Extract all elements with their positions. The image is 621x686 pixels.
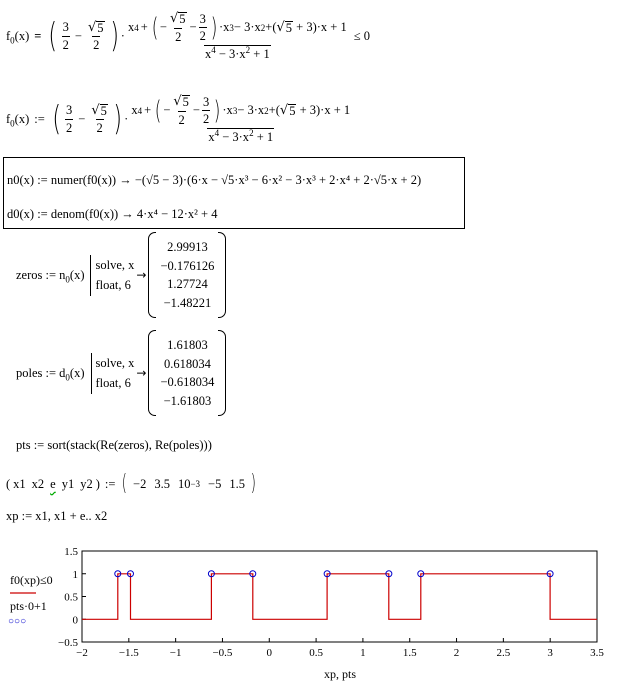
legend-label-1: f0(xp)≤0: [10, 573, 53, 587]
zeros-arrow: →: [136, 268, 147, 282]
variable-e-warning: e: [50, 476, 56, 491]
pole-value: 1.61803: [167, 338, 208, 352]
poles-vector: [148, 330, 226, 416]
fraction-3-2: $\frac{3}{2}$: [66, 103, 73, 135]
pole-value: 0.618034: [163, 356, 211, 371]
step-plot[interactable]: [0, 540, 621, 685]
legend-label-2: pts·0+1: [10, 599, 47, 613]
xp-range-line[interactable]: xp := x1, x1 + e.. x2: [6, 509, 108, 523]
x-tick-label: 2: [453, 647, 460, 659]
d0-line: d0(x) := denom(f0(x)) → 4·x⁴ − 12·x² + 4: [7, 207, 218, 221]
eval-operator: =: [34, 29, 42, 43]
paren-open: (: [52, 99, 61, 140]
f0-label: $f_0(x)$: [6, 29, 30, 46]
y-tick-label: 1: [72, 568, 78, 581]
poles-arrow: →: [136, 366, 147, 380]
fraction-3-2: $\frac{3}{2}$: [62, 20, 69, 52]
x-tick-label: 1.5: [402, 647, 417, 659]
f0-eval-region[interactable]: [6, 12, 370, 61]
pole-value: −0.618034: [160, 375, 215, 389]
fraction-sqrt5-2: √ 5 2: [91, 102, 107, 136]
main-fraction: x 4 + ( − √ 5 2 − $\frac{3}{2}$ ) ·x 3 − 3·x 2 + ( √ 5 + 3) ·x + 1 $x^4 - 3\cdot x^2 + 1$: [131, 94, 351, 144]
pole-value: −1.61803: [163, 393, 212, 408]
series-line-f0: [82, 574, 597, 620]
x-tick-label: 3.5: [590, 647, 604, 659]
y-tick-label: −0.5: [58, 637, 78, 649]
f0-definition-region[interactable]: [6, 95, 353, 144]
y-tick-label: 0.5: [64, 591, 78, 604]
zeros-vector: [148, 232, 226, 318]
paren-open: (: [48, 16, 58, 57]
zeros-keywords: solve, x float, 6: [90, 255, 134, 296]
dot: ·: [120, 29, 125, 43]
x-tick-label: −0.5: [212, 647, 233, 659]
x-tick-label: −2: [76, 647, 88, 659]
zeros-region[interactable]: [16, 232, 226, 318]
zero-value: 2.99913: [167, 240, 208, 254]
define-operator: :=: [34, 112, 45, 126]
x-tick-label: 3: [547, 647, 553, 659]
zero-value: −1.48221: [163, 295, 212, 310]
range-vector-assignment[interactable]: ( x1 x2 e y1 y2 ) := ( −2 3.5 10 −3 −5 1.5 ): [6, 471, 256, 496]
x-tick-label: 1: [360, 647, 366, 659]
paren-close: ): [113, 99, 122, 140]
minus-sign: −: [74, 29, 82, 43]
pts-line[interactable]: pts := sort(stack(Re(zeros), Re(poles))): [16, 438, 212, 452]
zeros-lhs: zeros := $n_0(x)$: [16, 267, 85, 285]
x-tick-label: 0: [266, 647, 273, 659]
zero-value: 1.27724: [167, 277, 208, 291]
main-fraction: x 4 + ( − √ 5 2 − $\frac{3}{2}$ ) ·x 3 − 3·x 2 + ( √ 5 + 3) ·x + 1 $x^4 - 3\cdot x^2 + 1$: [127, 11, 347, 61]
poles-region[interactable]: [16, 330, 226, 416]
zero-value: −0.176126: [160, 258, 215, 273]
x-axis-label: xp, pts: [323, 667, 357, 681]
y-tick-label: 1.5: [64, 546, 78, 558]
numer-denom-box[interactable]: [3, 157, 465, 229]
poles-keywords: solve, x float, 6: [91, 353, 135, 394]
f0-label: $f_0(x)$: [6, 112, 30, 129]
x-tick-label: 0.5: [309, 647, 323, 659]
fraction-sqrt5-2: √ 5 2: [87, 19, 104, 53]
minus-sign: −: [78, 112, 86, 126]
inequality: ≤ 0: [353, 29, 370, 43]
n0-line: n0(x) := numer(f0(x)) → −(√5 − 3)·(6·x − √5·x³ − 6·x² − 3·x³ + 2·x⁴ + 2·√5·x + 2): [7, 173, 422, 187]
dot: ·: [124, 112, 129, 126]
x-tick-label: 2.5: [496, 647, 511, 659]
plot-frame: [82, 551, 597, 642]
poles-lhs: poles := $d_0(x)$: [16, 365, 85, 383]
paren-close: ): [109, 16, 119, 57]
y-tick-label: 0: [72, 614, 78, 627]
legend-marker-swatch: ○○○: [8, 616, 27, 627]
x-tick-label: −1.5: [118, 647, 139, 659]
x-tick-label: −1: [169, 647, 182, 659]
